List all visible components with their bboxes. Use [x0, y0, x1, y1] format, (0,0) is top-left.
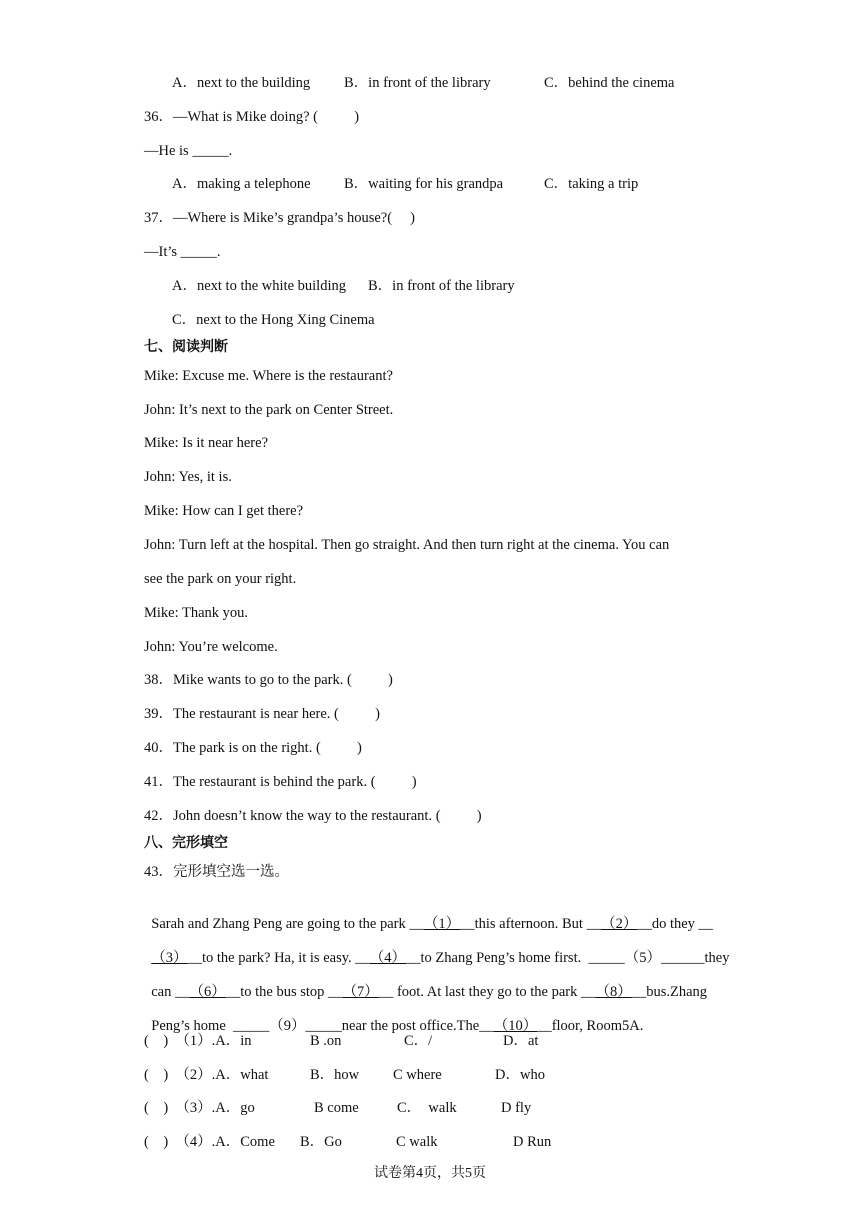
cloze-option-2-b: B．how — [310, 1067, 360, 1083]
cloze-blank-7: （7） — [342, 984, 379, 1000]
cloze-blank-8: （8） — [595, 984, 632, 1000]
dialogue-line: John: Turn left at the hospital. Then go straight. And then turn right at the cinema. You can — [144, 537, 670, 553]
dialogue-line: John: You’re welcome. — [144, 639, 278, 655]
cloze-text: __bus.Zhang — [631, 984, 708, 1000]
judge-question-38: 38．Mike wants to go to the park. ( ) — [144, 672, 393, 688]
cloze-text: __to the park? Ha, it is easy. __ — [187, 950, 370, 966]
cloze-blank-6: （6） — [189, 984, 226, 1000]
cloze-text: __to the bus stop __ — [225, 984, 343, 1000]
cloze-blank-9: _____（9）_____ — [233, 1018, 342, 1034]
section7-title: 七、阅读判断 — [144, 339, 228, 355]
cloze-option-3-d: D fly — [501, 1100, 532, 1116]
cloze-blank-1: （1） — [423, 916, 461, 932]
cloze-line-4 — [144, 999, 643, 1035]
q37-option-b: B．in front of the library — [368, 278, 515, 294]
dialogue-line: Mike: Thank you. — [144, 605, 249, 621]
cloze-blank-5: _____（5）______ — [588, 950, 705, 966]
dialogue-line: Mike: Is it near here? — [144, 435, 269, 451]
cloze-text: can __ — [151, 984, 190, 1000]
q36-option-b: B．waiting for his grandpa — [344, 176, 504, 192]
cloze-text: __ foot. At last they go to the park __ — [378, 984, 596, 1000]
q37-option-a: A．next to the white building — [172, 278, 346, 294]
q36-question: 36．—What is Mike doing? ( ) — [144, 109, 360, 125]
section8-title: 八、完形填空 — [144, 835, 228, 851]
cloze-text: __do they __ — [637, 916, 714, 932]
cloze-option-4-c: C walk — [396, 1134, 438, 1150]
cloze-line-2 — [144, 931, 729, 967]
cloze-text: Peng’s home — [151, 1018, 234, 1034]
cloze-option-4-b: B．Go — [300, 1134, 342, 1150]
judge-question-40: 40．The park is on the right. ( ) — [144, 740, 362, 756]
q35-option-c: C．behind the cinema — [544, 75, 675, 91]
cloze-option-1-b: B .on — [310, 1033, 342, 1049]
q37-answer-line: —It’s _____. — [144, 244, 221, 260]
q43-instruction: 43．完形填空选一选。 — [144, 864, 289, 880]
cloze-option-3-a: ( ) （3）.A．go — [144, 1100, 255, 1116]
cloze-option-2-c: C where — [393, 1067, 442, 1083]
q36-option-a: A．making a telephone — [172, 176, 311, 192]
cloze-text: __floor, Room5A. — [537, 1018, 644, 1034]
cloze-blank-4: （4） — [369, 950, 407, 966]
q37-option-c: C．next to the Hong Xing Cinema — [172, 312, 375, 328]
cloze-option-3-c: C． walk — [397, 1100, 457, 1116]
dialogue-line: Mike: Excuse me. Where is the restaurant? — [144, 368, 393, 384]
cloze-text: __to Zhang Peng’s home first. — [406, 950, 589, 966]
cloze-option-4-d: D Run — [513, 1134, 552, 1150]
q36-option-c: C．taking a trip — [544, 176, 639, 192]
q37-question: 37．—Where is Mike’s grandpa’s house?( ) — [144, 210, 416, 226]
cloze-option-1-d: D．at — [503, 1033, 539, 1049]
q36-answer-line: —He is _____. — [144, 143, 233, 159]
cloze-option-4-a: ( ) （4）.A．Come — [144, 1134, 275, 1150]
cloze-text: Sarah and Zhang Peng are going to the park __ — [151, 916, 424, 932]
cloze-line-3 — [144, 965, 707, 1001]
judge-question-39: 39．The restaurant is near here. ( ) — [144, 706, 380, 722]
q35-option-a: A．next to the building — [172, 75, 311, 91]
cloze-text: __this afternoon. But __ — [460, 916, 602, 932]
dialogue-line: John: It’s next to the park on Center Street. — [144, 402, 394, 418]
cloze-option-2-a: ( ) （2）.A．what — [144, 1067, 269, 1083]
cloze-line-1 — [144, 897, 713, 933]
dialogue-line: see the park on your right. — [144, 571, 297, 587]
dialogue-line: Mike: How can I get there? — [144, 503, 304, 519]
cloze-blank-10: （10） — [493, 1018, 538, 1034]
cloze-option-2-d: D．who — [495, 1067, 545, 1083]
cloze-option-3-b: B come — [314, 1100, 359, 1116]
dialogue-line: John: Yes, it is. — [144, 469, 232, 485]
cloze-blank-3: （3） — [151, 950, 188, 966]
cloze-option-1-c: C．/ — [404, 1033, 433, 1049]
page-footer: 试卷第4页，共5页 — [374, 1166, 486, 1181]
cloze-text: near the post office.The__ — [341, 1018, 494, 1034]
cloze-text: they — [704, 950, 730, 966]
q35-option-b: B．in front of the library — [344, 75, 491, 91]
judge-question-42: 42．John doesn’t know the way to the restaurant. ( ) — [144, 808, 482, 824]
cloze-blank-2: （2） — [601, 916, 638, 932]
judge-question-41: 41．The restaurant is behind the park. ( ) — [144, 774, 417, 790]
cloze-option-1-a: ( ) （1）.A．in — [144, 1033, 252, 1049]
